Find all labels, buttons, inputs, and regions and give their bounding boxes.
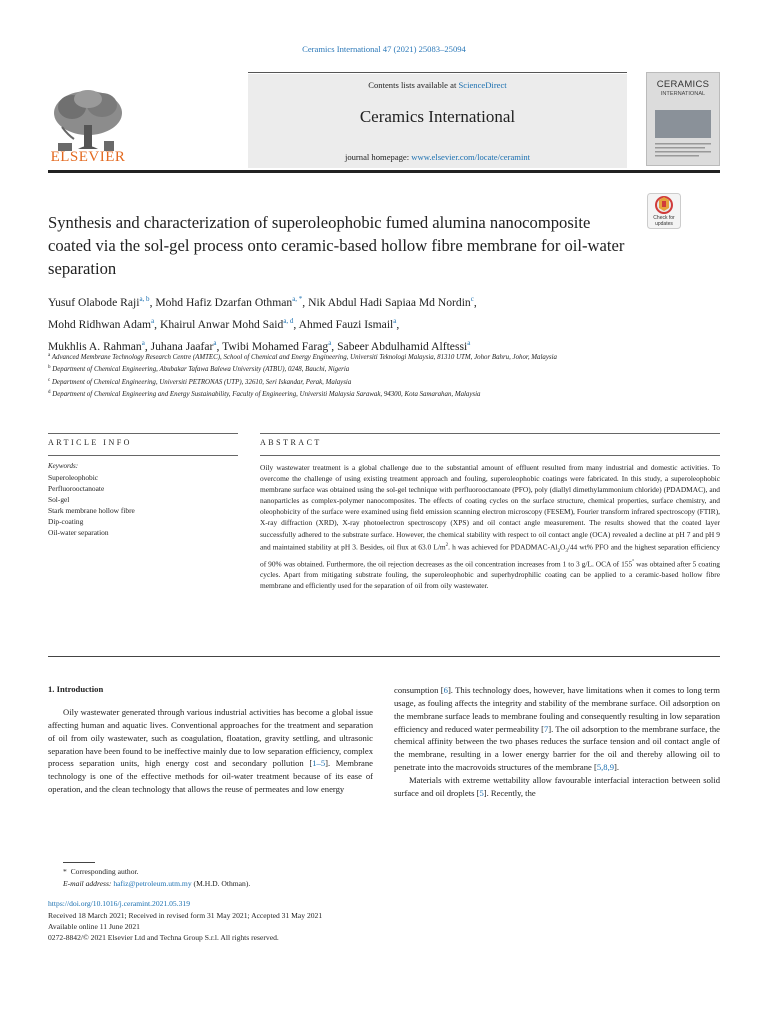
keyword-item: Dip-coating — [48, 517, 84, 527]
author-affiliation-mark[interactable]: a — [141, 339, 145, 347]
affiliation-item: $^b$ Department of Chemical Engineering, Abubakar Tafawa Balewa University (ATBU), 0248, Bauchi, Nigeria — [48, 365, 350, 374]
author-affiliation-mark[interactable]: a — [467, 339, 471, 347]
intro-paragraph-2: Materials with extreme wettability allow favourable interfacial interaction between solid surface and oil droplets [5]. Recently, the — [394, 774, 720, 798]
check-for-updates-icon[interactable] — [647, 193, 681, 229]
body-column-right — [394, 684, 720, 800]
author-affiliation-mark[interactable]: a — [328, 339, 332, 347]
article-info-rule-2 — [48, 455, 238, 456]
journal-homepage: journal homepage: www.elsevier.com/locate/ceramint — [344, 152, 531, 162]
email-note: E-mail address: hafiz@petroleum.utm.my (M.H.D. Othman). — [63, 879, 251, 888]
author-name[interactable]: Mohd Hafiz Dzarfan Othman — [155, 296, 293, 309]
cover-text-lines-icon — [655, 142, 711, 160]
abstract-heading: ABSTRACT — [260, 438, 322, 447]
author-name[interactable]: Mukhlis A. Rahman — [48, 340, 142, 353]
svg-text:Check for: Check for — [653, 215, 675, 221]
intro-paragraph-1-cont: consumption [6]. This technology does, however, have limitations when it comes to long term usage, as fouling affects the integrity and stability of the membrane surface. Oil adsorption on the membrane surface leads to membrane fouling and consequently resulting in low separation efficiency and reduced water permeability [7]. The oil adsorption to the membrane surface, the chemical affinity between the two phases reduces the surface tension and oil contact angle of the membrane, resulting in a lower energy barrier for the oil and thereby allowing oil to penetrate into the macrovoids structures of the membrane [5,8,9]. — [394, 685, 720, 773]
article-title: Synthesis and characterization of superoleophobic fumed alumina nanocomposite coated via the sol-gel process onto ceramic-based hollow fibre membrane for oil-water separation — [48, 213, 625, 278]
homepage-link[interactable]: www.elsevier.com/locate/ceramint — [411, 152, 531, 162]
author-name[interactable]: Juhana Jaafar — [150, 340, 214, 353]
author-affiliation-mark[interactable]: a, d — [283, 317, 294, 325]
cover-subtitle: INTERNATIONAL — [660, 91, 706, 97]
affiliation-item: $^d$ Department of Chemical Engineering and Energy Sustainability, Faculty of Engineering, Universiti Malaysia Sarawak, 94300, Kota Samarahan, Malaysia — [48, 389, 481, 398]
cover-title: CERAMICS — [656, 79, 710, 90]
citation-link[interactable]: 1–5 — [312, 758, 326, 769]
citation-link[interactable]: 6 — [443, 685, 448, 695]
author-affiliation-mark[interactable]: a, b — [139, 295, 150, 303]
author-affiliation-mark[interactable]: a — [151, 317, 155, 325]
keywords-label: Keywords: — [48, 462, 79, 470]
keyword-item: Perfluorooctanoate — [48, 484, 105, 494]
keyword-item: Sol-gel — [48, 495, 70, 505]
introduction-heading: 1. Introduction — [48, 684, 104, 694]
affiliations — [48, 351, 720, 400]
doi-link[interactable]: https://doi.org/10.1016/j.ceramint.2021.05.319 — [48, 899, 191, 908]
author-affiliation-mark[interactable]: a — [213, 339, 217, 347]
author-name[interactable]: Ahmed Fauzi Ismail — [298, 318, 394, 331]
author-affiliation-mark[interactable]: a, * — [292, 295, 303, 303]
author-name[interactable]: Yusuf Olabode Raji — [48, 296, 140, 309]
svg-text:updates: updates — [655, 221, 673, 227]
corresponding-author-note: * Corresponding author. — [63, 867, 139, 876]
section-divider-rule — [48, 656, 720, 657]
affiliation-item: $^a$ Advanced Membrane Technology Research Centre (AMTEC), School of Chemical and Energy Engineering, Universiti Teknologi Malaysia, 81310 UTM, Johor Bahru, Johor, Malaysia — [48, 353, 557, 361]
footnote-rule — [63, 862, 95, 863]
keyword-item: Stark membrane hollow fibre — [48, 506, 135, 516]
author-name[interactable]: Twibi Mohamed Farag — [222, 340, 329, 353]
author-affiliation-mark[interactable]: a — [393, 317, 397, 325]
author-name[interactable]: Khairul Anwar Mohd Said — [159, 318, 284, 331]
intro-paragraph-1: Oily wastewater generated through various industrial activities has become a global issue affecting human and aquatic lives. Conventional approaches for the treatment and separation of oil from oily wastewater, such as coagulation, floatation, gravity settling, and ultrasonic separation have been found to be ineffective mainly due to low separation efficiency, complex process separation units, high energy cost and secondary pollution [1–5]. Membrane technology is one of the effective methods for oil-water treatment because of its ease of operation, and the clean technology that allows the reuse of permeates and low energy — [48, 707, 373, 795]
citation-link[interactable]: 5,8,9 — [596, 762, 615, 773]
keyword-item: Superoleophobic — [48, 473, 99, 482]
author-name[interactable]: Sabeer Abdulhamid Alftessi — [337, 340, 468, 353]
author-name[interactable]: Nik Abdul Hadi Sapiaa Md Nordin — [308, 296, 471, 309]
available-online: Available online 11 June 2021 — [48, 921, 140, 931]
abstract-text: Oily wastewater treatment is a global challenge due to the substantial amount of effluent resulted from many industrial and domestic activities. To overcome the challenge of using existing treatment approach and fouling, superoleophobic coatings were fabricated. In this study, a superoleophobic membrane surface was obtained using the sol-gel technique with perfluorooctanoate (PFO), poly (diallyl dimethylammonium chloride) (PDADMAC), and nanoparticles as complex-polymer nanocomposites. The effects of coating cycles on the surface structure, chemical properties, surface chemistry, and oleophobicity of the surface were examined using field emission scanning electron microscopy (FESEM), Fourier transform infrared spectroscopy (FTIR), X-ray diffraction (XRD), X-ray photoelectron spectroscopy (XPS) and oil contact angle measurement. The results showed that the coated layer successfully adhered to the substrate surface. However, the chemical stability with respect to oil contact angle (OCA) revealed a decline at pH 7 and pH 9 and maintained stability at pH 3. Besides, oil flux at 63.0 $L/m^2$. h was achieved for PDADMAC-$Al_2O_3/44$ wt% PFO and the highest separation efficiency of 90% was obtained. Furthermore, the oil rejection decreases as the oil concentration increases from 1 to 3 g/L. OCA of 155° was obtained after 5 coating cycles. Apart from mitigating substrate fouling, the superoleophobic and superhydrophilic coating can be applied to a ceramic-based hollow fibre membrane and efficiently used for the separation of oil from oily wastewater. — [260, 463, 721, 591]
journal-name: Ceramics International — [359, 107, 516, 126]
cover-image-icon — [655, 110, 711, 138]
author-affiliation-mark[interactable]: c — [470, 295, 474, 303]
copyright: 0272-8842/© 2021 Elsevier Ltd and Techna Group S.r.l. All rights reserved. — [48, 932, 279, 942]
sciencedirect-link[interactable]: ScienceDirect — [458, 80, 507, 90]
author-name[interactable]: Mohd Ridhwan Adam — [48, 318, 152, 331]
received-dates: Received 18 March 2021; Received in revised form 31 May 2021; Accepted 31 May 2021 — [48, 911, 323, 920]
header-bottom-rule — [48, 170, 720, 173]
author-list: Yusuf Olabode Raji$^{a, b}$, Mohd Hafiz Dzarfan Othman$^{a, *}$, Nik Abdul Hadi Sapiaa Md Nordin$^c$, Mohd Ridhwan Adam$^a$, Khairul Anwar Mohd Said$^{a, d}$, Ahmed Fauzi Ismail$^a$, Mukhlis A. Rahman$^a$, Juhana Jaafar$^a$, Twibi Mohamed Farag$^a$, Sabeer Abdulhamid Alftessi$^a$ — [48, 295, 477, 353]
abstract-rule-2 — [260, 455, 720, 456]
body-column-left — [48, 684, 373, 796]
header-top-rule — [248, 72, 627, 73]
article-info-heading: ARTICLE INFO — [48, 438, 132, 447]
keyword-item: Oil-water separation — [48, 528, 109, 538]
citation-link[interactable]: 7 — [543, 723, 549, 734]
journal-reference[interactable]: Ceramics International 47 (2021) 25083–25094 — [302, 44, 466, 54]
keywords-list — [48, 472, 228, 539]
article-info-rule — [48, 433, 238, 434]
affiliation-item: $^c$ Department of Chemical Engineering, Universiti PETRONAS (UTP), 32610, Seri Iskandar, Perak, Malaysia — [48, 377, 352, 386]
publication-dates — [48, 911, 548, 943]
elsevier-wordmark: ELSEVIER — [50, 149, 126, 165]
contents-line: Contents lists available at ScienceDirect — [368, 80, 507, 90]
citation-link[interactable]: 5 — [479, 787, 484, 798]
email-link[interactable]: hafiz@petroleum.utm.my — [113, 879, 192, 888]
abstract-rule — [260, 433, 720, 434]
